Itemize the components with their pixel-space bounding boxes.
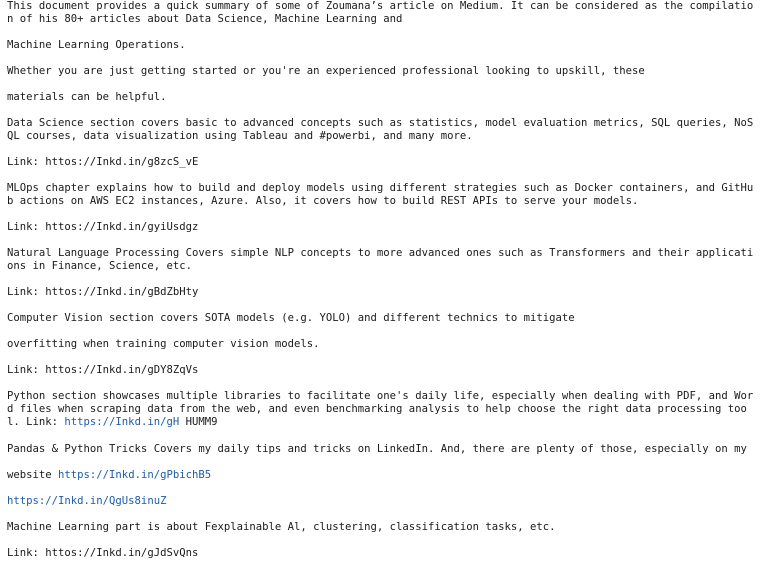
cv-link: Link: httos://Inkd.in/gDY8ZqVs: [7, 364, 199, 376]
python-line-2: d files when scraping data from the web, and even benchmarking analysis to help choose the right data processing too: [7, 403, 747, 415]
nlp-line-1: Natural Language Processing Covers simple NLP concepts to more advanced ones such as Transformers and their applicati: [7, 247, 754, 259]
python-link-suffix: HUMM9: [179, 416, 218, 428]
nlp-line-2: ons in Finance, Science, etc.: [7, 260, 192, 272]
ml-line-1: Machine Learning part is about Fexplainable Al, clustering, classification tasks, etc.: [7, 521, 556, 533]
intro-line-2: n of his 80+ articles about Data Science, Machine Learning and: [7, 13, 403, 25]
pandas-website-label: website: [7, 469, 59, 481]
cv-line-2: overfitting when training computer vision models.: [7, 338, 320, 350]
pandas-line-2: [7, 469, 211, 482]
pandas-line-3: [7, 495, 166, 508]
nlp-link: Link: httos://Inkd.in/gBdZbHty: [7, 286, 199, 298]
cv-line-1: Computer Vision section covers SOTA models (e.g. YOLO) and different technics to mitigate: [7, 312, 575, 324]
python-line-1: Python section showcases multiple libraries to facilitate one's daily life, especially when dealing with PDF, and Wor: [7, 390, 754, 402]
ml-link: Link: httos://Inkd.in/gJdSvQns: [7, 547, 199, 559]
python-link[interactable]: https://Inkd.in/gH: [64, 416, 180, 428]
mlops-line-1: MLOps chapter explains how to build and deploy models using different strategies such as Docker containers, and GitHu: [7, 182, 754, 194]
mlops-link: Link: httos://Inkd.in/gyiUsdgz: [7, 221, 199, 233]
pandas-second-link[interactable]: https://Inkd.in/QgUs8inuZ: [7, 495, 167, 507]
python-link-prefix: l. Link:: [7, 416, 65, 428]
pandas-line-1: Pandas & Python Tricks Covers my daily tips and tricks on LinkedIn. And, there are plenty of those, especially on my: [7, 443, 747, 455]
pandas-website-link[interactable]: https://Inkd.in/gPbichB5: [58, 469, 212, 481]
intro-line-3: Machine Learning Operations.: [7, 39, 186, 51]
audience-line-1: Whether you are just getting started or you're an experienced professional looking to upskill, these: [7, 65, 645, 77]
data-science-line-2: QL courses, data visualization using Tableau and #powerbi, and many more.: [7, 130, 473, 142]
audience-line-2: materials can be helpful.: [7, 91, 167, 103]
data-science-line-1: Data Science section covers basic to advanced concepts such as statistics, model evaluation metrics, SQL queries, NoS: [7, 117, 754, 129]
python-line-3: [7, 416, 218, 429]
intro-line-1: This document provides a quick summary of some of Zoumana’s article on Medium. It can be considered as the compilatio: [7, 0, 754, 12]
data-science-link: Link: httos://Inkd.in/g8zcS_vE: [7, 156, 199, 168]
mlops-line-2: b actions on AWS EC2 instances, Azure. Also, it covers how to build REST APIs to serve your models.: [7, 195, 639, 207]
